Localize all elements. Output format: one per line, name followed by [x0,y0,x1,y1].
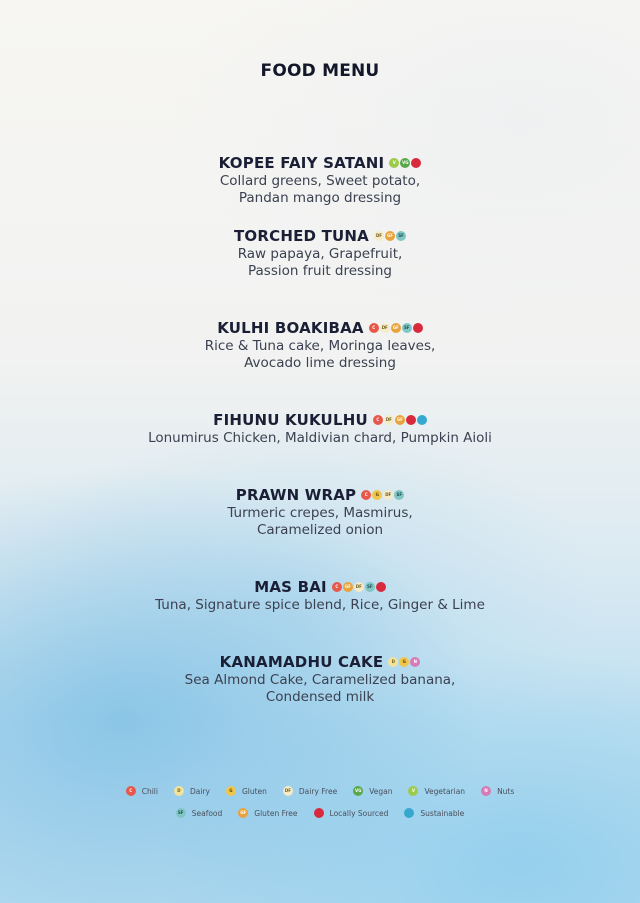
dietary-badges [361,490,404,500]
badge-ls-icon [411,158,421,168]
badge-gf-icon: GF [385,231,395,241]
description-line: Pandan mango dressing [238,190,402,206]
dietary-badges [332,582,386,592]
menu-item-header [0,227,640,245]
menu-item-header [0,154,640,172]
badge-gf-icon: GF [391,323,401,333]
dietary-badges [374,231,406,241]
badge-s-icon [404,808,414,818]
description-line: Sea Almond Cake, Caramelized banana, [184,672,456,688]
legend-item-n [481,786,514,796]
legend-item-vg [353,786,392,796]
legend-label: Nuts [497,786,515,796]
menu-title: FOOD MENU [260,61,380,81]
menu-item-description [0,672,640,706]
menu-item-name: FIHUNU KUKULHU [213,411,368,429]
legend-item-s [404,808,464,818]
menu-item-name: PRAWN WRAP [235,486,357,504]
badge-c-icon: C [332,582,342,592]
badge-sf-icon: SF [176,808,186,818]
badge-v-icon: V [408,786,418,796]
badge-df-icon: DF [380,323,390,333]
menu-item-description [0,173,640,207]
dietary-badges [389,158,421,168]
menu-item-description [0,597,640,614]
menu-item-description [0,505,640,539]
badge-gf-icon: GF [395,415,405,425]
description-line: Passion fruit dressing [248,263,392,279]
legend-label: Gluten Free [254,808,298,818]
menu-item-kopee-faiy-satani [0,154,640,207]
menu-item-name: KOPEE FAIY SATANI [218,154,385,172]
menu-item-name: TORCHED TUNA [234,227,369,245]
badge-c-icon: C [361,490,371,500]
badge-sf-icon: SF [402,323,412,333]
legend-item-ls [314,808,389,818]
menu-item-header [0,486,640,504]
legend-row-1 [0,786,640,796]
menu-item-name: MAS BAI [254,578,327,596]
dietary-badges [388,657,420,667]
legend-label: Vegetarian [424,786,466,796]
description-line: Turmeric crepes, Masmirus, [227,505,413,521]
badge-s-icon [417,415,427,425]
description-line: Tuna, Signature spice blend, Rice, Ginger & Lime [155,597,485,613]
legend-label: Vegan [369,786,393,796]
legend-row-2 [0,808,640,818]
description-line: Raw papaya, Grapefruit, [237,246,403,262]
badge-ls-icon [376,582,386,592]
legend-label: Chili [141,786,158,796]
menu-item-kulhi-boakibaa [0,319,640,372]
legend-item-df [283,786,337,796]
legend-item-gf [238,808,297,818]
menu-item-description [0,430,640,447]
badge-vg-icon: VG [353,786,363,796]
badge-vg-icon: VG [400,158,410,168]
legend-item-sf [176,808,223,818]
description-line: Rice & Tuna cake, Moringa leaves, [204,338,436,354]
description-line: Caramelized onion [256,522,384,538]
badge-ls-icon [413,323,423,333]
legend-item-g [226,786,267,796]
badge-c-icon: C [369,323,379,333]
badge-ls-icon [314,808,324,818]
badge-n-icon: N [481,786,491,796]
menu-item-torched-tuna [0,227,640,280]
badge-g-icon: G [399,657,409,667]
menu-item-header [0,653,640,671]
menu-item-name: KULHI BOAKIBAA [217,319,364,337]
menu-item-fihunu-kukulhu [0,411,640,447]
badge-sf-icon: SF [396,231,406,241]
legend-label: Gluten [241,786,267,796]
menu-item-mas-bai [0,578,640,614]
legend-item-v [408,786,465,796]
badge-df-icon: DF [354,582,364,592]
menu-item-description [0,338,640,372]
badge-c-icon: C [373,415,383,425]
badge-g-icon: G [226,786,236,796]
badge-df-icon: DF [383,490,393,500]
dietary-badges [373,415,427,425]
legend-label: Locally Sourced [329,808,389,818]
badge-df-icon: DF [374,231,384,241]
menu-item-kanamadhu-cake [0,653,640,706]
badge-n-icon: N [410,657,420,667]
legend-item-c [126,786,158,796]
badge-df-icon: DF [283,786,293,796]
menu-item-prawn-wrap [0,486,640,539]
badge-d-icon: D [174,786,184,796]
menu-item-header [0,319,640,337]
legend-label: Seafood [191,808,223,818]
description-line: Lonumirus Chicken, Maldivian chard, Pumpkin Aioli [148,430,492,446]
badge-gf-icon: GF [343,582,353,592]
legend-label: Dairy [189,786,210,796]
badge-v-icon: V [389,158,399,168]
dietary-badges [369,323,423,333]
legend-label: Sustainable [420,808,465,818]
badge-g-icon: G [372,490,382,500]
badge-c-icon: C [126,786,136,796]
menu-item-name: KANAMADHU CAKE [219,653,384,671]
description-line: Collard greens, Sweet potato, [219,173,421,189]
legend-item-d [174,786,210,796]
badge-sf-icon: SF [365,582,375,592]
badge-df-icon: DF [384,415,394,425]
badge-gf-icon: GF [238,808,248,818]
description-line: Condensed milk [265,689,375,705]
badge-ls-icon [406,415,416,425]
badge-sf-icon: SF [394,490,404,500]
badge-d-icon: D [388,657,398,667]
menu-item-description [0,246,640,280]
menu-item-header [0,578,640,596]
menu-item-header [0,411,640,429]
legend-label: Dairy Free [298,786,338,796]
description-line: Avocado lime dressing [244,355,396,371]
